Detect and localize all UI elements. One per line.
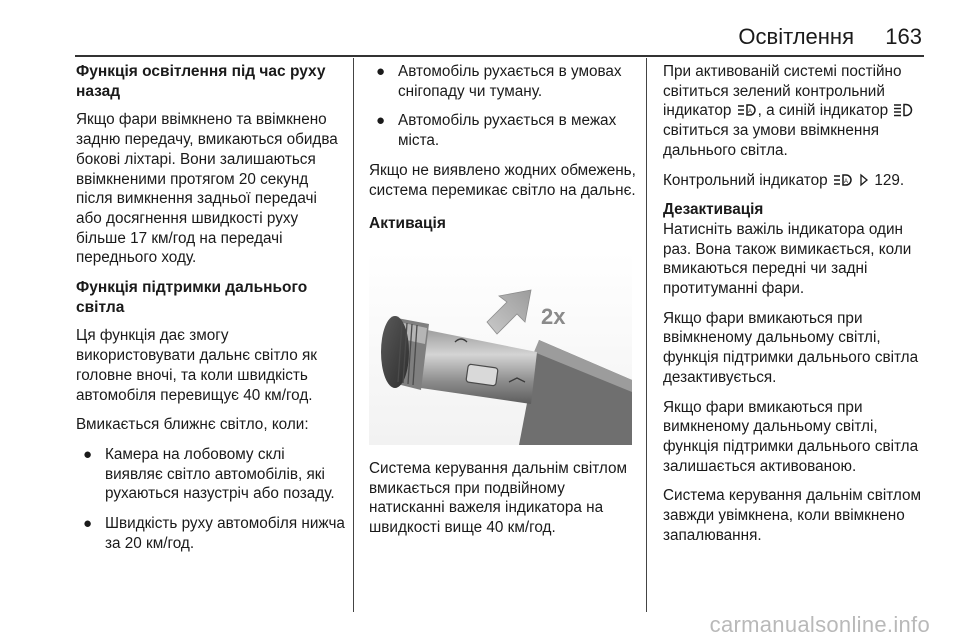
section-heading-deactivation: Дезактивація (663, 201, 764, 219)
bullet-list-conditions-2 (369, 62, 637, 151)
list-item (369, 62, 637, 101)
page-number: 163 (885, 24, 922, 49)
high-beam-icon (893, 103, 913, 117)
paragraph-headlights-high-on: Якщо фари вмикаються при ввімкненому дальньому світлі, функція підтримки дальнього світла дезактивується. (663, 309, 919, 386)
paragraph-always-on: Система керування дальнім світлом завжди увімкнена, коли ввімкнено запалювання. (663, 487, 922, 544)
list-item (76, 445, 346, 504)
section-heading-high-beam-assist: Функція підтримки дальнього світла (76, 279, 308, 316)
paragraph-low-beam-when: Вмикається ближнє світло, коли: (76, 416, 309, 434)
paragraph-indicators (663, 62, 931, 161)
paragraph-indicator-reference (663, 171, 931, 191)
bullet-list-conditions-1 (76, 445, 346, 554)
text-span: , а синій індикатор (757, 102, 889, 120)
column-1 (76, 62, 346, 563)
header-rule (75, 55, 924, 57)
page-reference-icon[interactable] (859, 173, 869, 187)
text-span: Контрольний індикатор (663, 171, 828, 189)
press-count-label: 2x (541, 303, 566, 329)
list-item-text: Автомобіль рухається в межах міста. (398, 112, 617, 150)
paragraph-no-restrictions: Якщо не виявлено жодних обмежень, система перемикає світло на дальнє. (369, 161, 636, 199)
bullet-icon: ● (376, 112, 386, 130)
paragraph-headlights-high-off: Якщо фари вмикаються при вимкненому дальньому світлі, функція підтримки дальнього світла залишається активованою. (663, 398, 919, 475)
paragraph-high-beam-assist: Ця функція дає змогу використовувати дальнє світло як головне вночі, та коли швидкість автомобіля перевищує 40 км/год. (76, 327, 317, 404)
figure-indicator-lever (369, 252, 632, 445)
svg-text:A: A (747, 109, 752, 116)
list-item-text: Швидкість руху автомобіля нижча за 20 км/год. (105, 515, 345, 552)
figure-caption: Система керування дальнім світлом вмикається при подвійному натисканні важеля індикатора на швидкості вище 40 км/год. (369, 459, 628, 537)
list-item-text: Автомобіль рухається в умовах снігопаду чи туману. (398, 63, 622, 100)
section-heading-reverse-lighting: Функція освітлення під час руху назад (76, 63, 326, 100)
paragraph-deactivation: Натисніть важіль індикатора один раз. Вона також вимикається, коли вмикаються передні чи задні протитуманні фари. (663, 220, 912, 298)
column-divider-1 (353, 58, 354, 612)
list-item (369, 111, 637, 150)
deactivation-block (663, 200, 931, 299)
bullet-icon: ● (83, 515, 93, 533)
lever-button (466, 364, 498, 386)
watermark: carmanualsonline.info (709, 612, 930, 637)
bullet-icon: ● (83, 445, 93, 463)
page-reference-link[interactable]: 129. (874, 171, 905, 189)
svg-text:A: A (843, 178, 848, 185)
page-header (0, 0, 960, 52)
text-span: світиться за умови ввімкнення дальнього світла. (663, 122, 880, 159)
list-item (76, 514, 346, 553)
column-3 (663, 62, 931, 555)
section-heading-activation: Активація (369, 215, 446, 233)
text-span: При активованій системі постійно світиться зелений контрольний індикатор (663, 63, 902, 120)
page-title: Освітлення (738, 24, 854, 49)
list-item-text: Камера на лобовому склі виявляє світло автомобілів, які рухаються назустріч або позаду. (105, 445, 335, 503)
bullet-icon: ● (376, 63, 386, 80)
paragraph-reverse-lighting: Якщо фари ввімкнено та ввімкнено задню передачу, вмикаються обидва бокові ліхтарі. Вони залишаються ввімкненими протягом 20 секунд після вимкнення задньої передачі або досягнення швидкості руху більше 17 км/год на передачі переднього ходу. (76, 111, 338, 267)
lever-illustration (369, 252, 632, 445)
column-2 (369, 62, 637, 548)
auto-high-beam-icon (737, 103, 757, 117)
auto-high-beam-icon (833, 173, 853, 187)
column-divider-2 (646, 58, 647, 612)
